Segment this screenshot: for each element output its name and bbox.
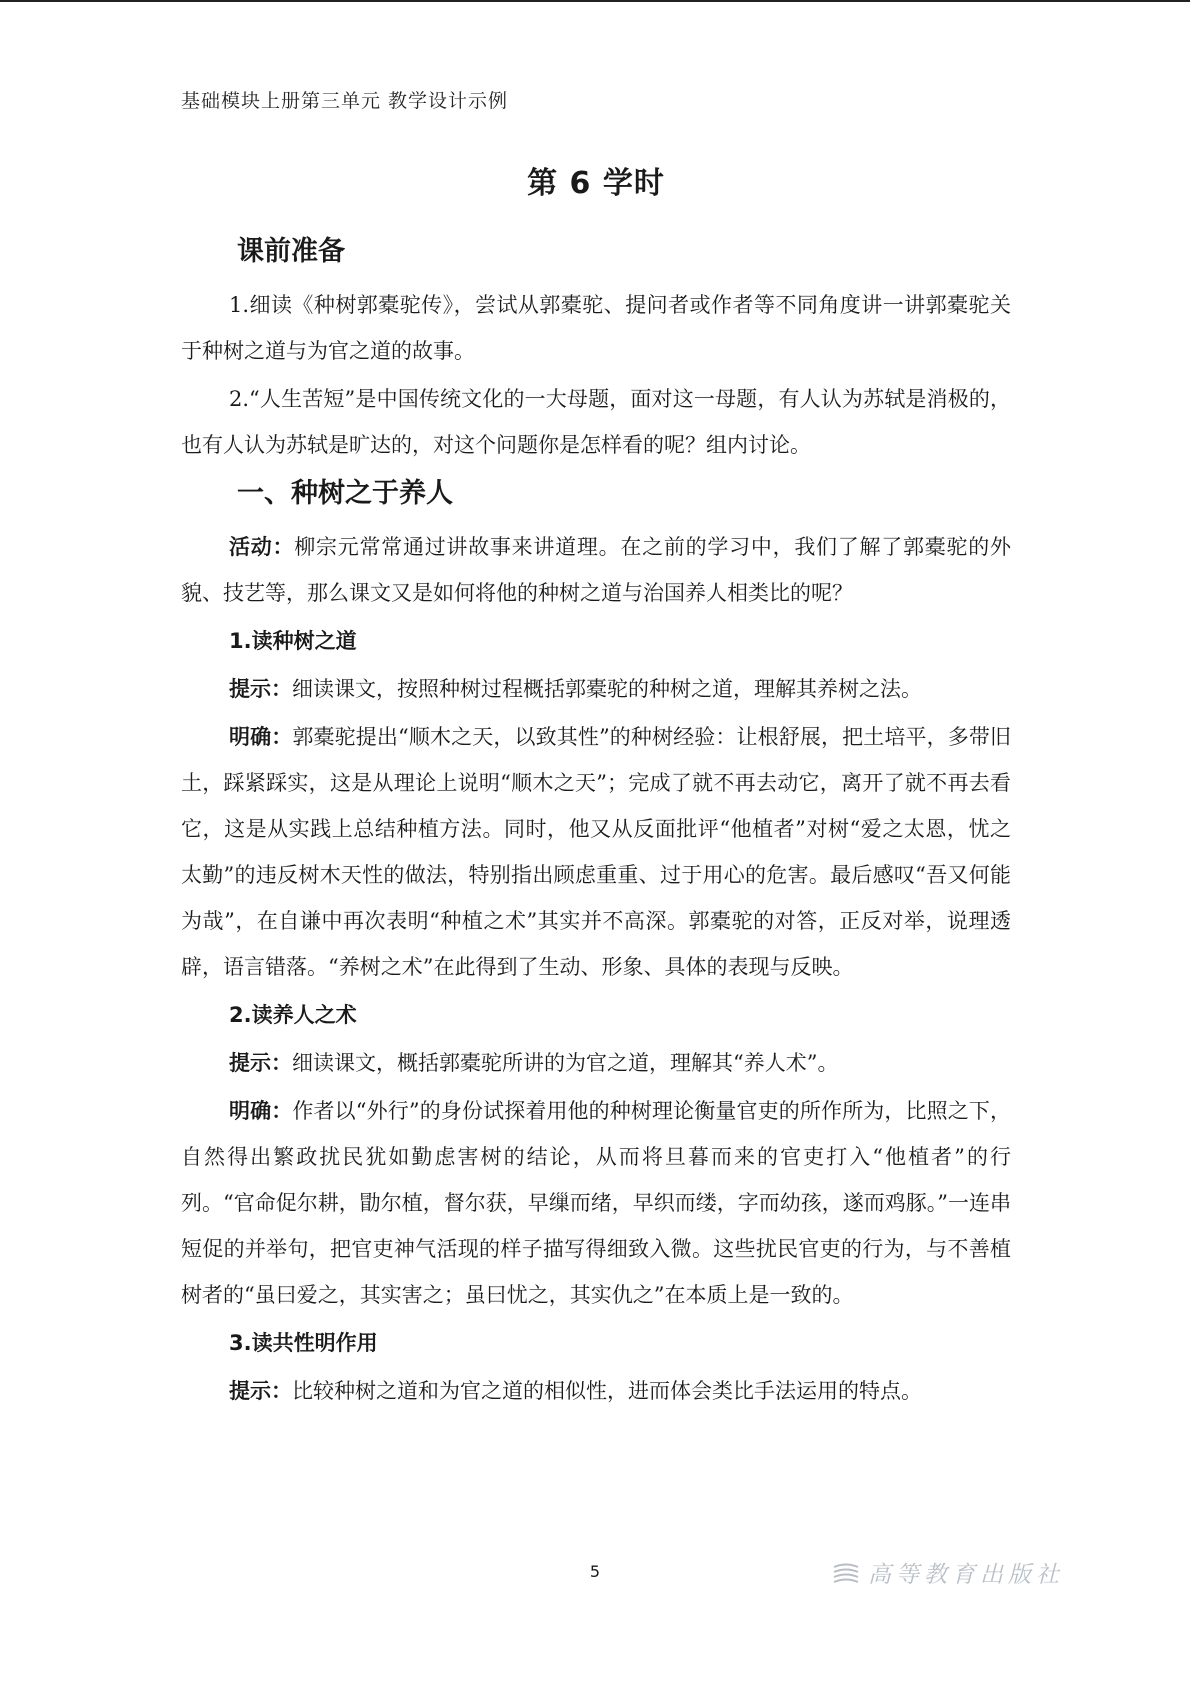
hint-text: 比较种树之道和为官之道的相似性，进而体会类比手法运用的特点。 [292,1379,922,1403]
prep-item-2: 2.“人生苦短”是中国传统文化的一大母题，面对这一母题，有人认为苏轼是消极的，也有人认为苏轼是旷达的，对这个问题你是怎样看的呢？组内讨论。 [181,387,1011,457]
page-content [181,148,1011,1416]
lesson-title: 第 6 学时 [527,166,665,201]
page-number: 5 [589,1562,601,1581]
part2-hint [181,1040,1011,1086]
part1-title: 1.读种树之道 [229,629,357,653]
part2-title: 2.读养人之术 [229,1003,357,1027]
part1-hint [181,666,1011,712]
part3-hint [181,1368,1011,1414]
activity-paragraph [181,524,1011,616]
prep-item-1: 1.细读《种树郭橐驼传》，尝试从郭橐驼、提问者或作者等不同角度讲一讲郭橐驼关于种树之道与为官之道的故事。 [181,293,1011,363]
clarify-text: 郭橐驼提出“顺木之天，以致其性”的种树经验：让根舒展，把土培平，多带旧土，踩紧踩实，这是从理论上说明“顺木之天”；完成了就不再去动它，离开了就不再去看它，这是从实践上总结种植方法。同时，他又从反面批评“他植者”对树“爱之太恩，忧之太勤”的违反树木天性的做法，特别指出顾虑重重、过于用心的危害。最后感叹“吾又何能为哉”，在自谦中再次表明“种植之术”其实并不高深。郭橐驼的对答，正反对举，说理透辟，语言错落。“养树之术”在此得到了生动、形象、具体的表现与反映。 [181,725,1012,979]
hint-label: 提示： [229,677,292,701]
part1-clarify [181,714,1011,990]
part3-title: 3.读共性明作用 [229,1331,378,1355]
section1-heading: 一、种树之于养人 [237,478,453,509]
activity-text: 柳宗元常常通过讲故事来讲道理。在之前的学习中，我们了解了郭橐驼的外貌、技艺等，那么课文又是如何将他的种树之道与治国养人相类比的呢？ [181,535,1012,605]
publisher-name: 高等教育出版社 [868,1562,1064,1588]
clarify-label: 明确： [229,1099,293,1123]
clarify-text: 作者以“外行”的身份试探着用他的种树理论衡量官吏的所作所为，比照之下，自然得出繁政扰民犹如勤虑害树的结论，从而将旦暮而来的官吏打入“他植者”的行列。“官命促尔耕，勖尔植，督尔获，早缫而绪，早织而缕，字而幼孩，遂而鸡豚。”一连串短促的并举句，把官吏神气活现的样子描写得细致入微。这些扰民官吏的行为，与不善植树者的“虽曰爱之，其实害之；虽曰忧之，其实仇之”在本质上是一致的。 [181,1099,1012,1307]
top-rule [0,0,1190,2]
hint-text: 细读课文，概括郭橐驼所讲的为官之道，理解其“养人术”。 [292,1051,839,1075]
hint-label: 提示： [229,1379,292,1403]
prep-heading: 课前准备 [237,236,345,267]
part2-clarify [181,1088,1011,1318]
activity-label: 活动： [229,535,295,559]
clarify-label: 明确： [229,725,293,749]
publisher-emblem-icon [832,1562,860,1584]
hint-text: 细读课文，按照种树过程概括郭橐驼的种树之道，理解其养树之法。 [292,677,922,701]
running-header: 基础模块上册第三单元 教学设计示例 [181,90,509,112]
hint-label: 提示： [229,1051,292,1075]
publisher-logo [832,1556,1064,1589]
